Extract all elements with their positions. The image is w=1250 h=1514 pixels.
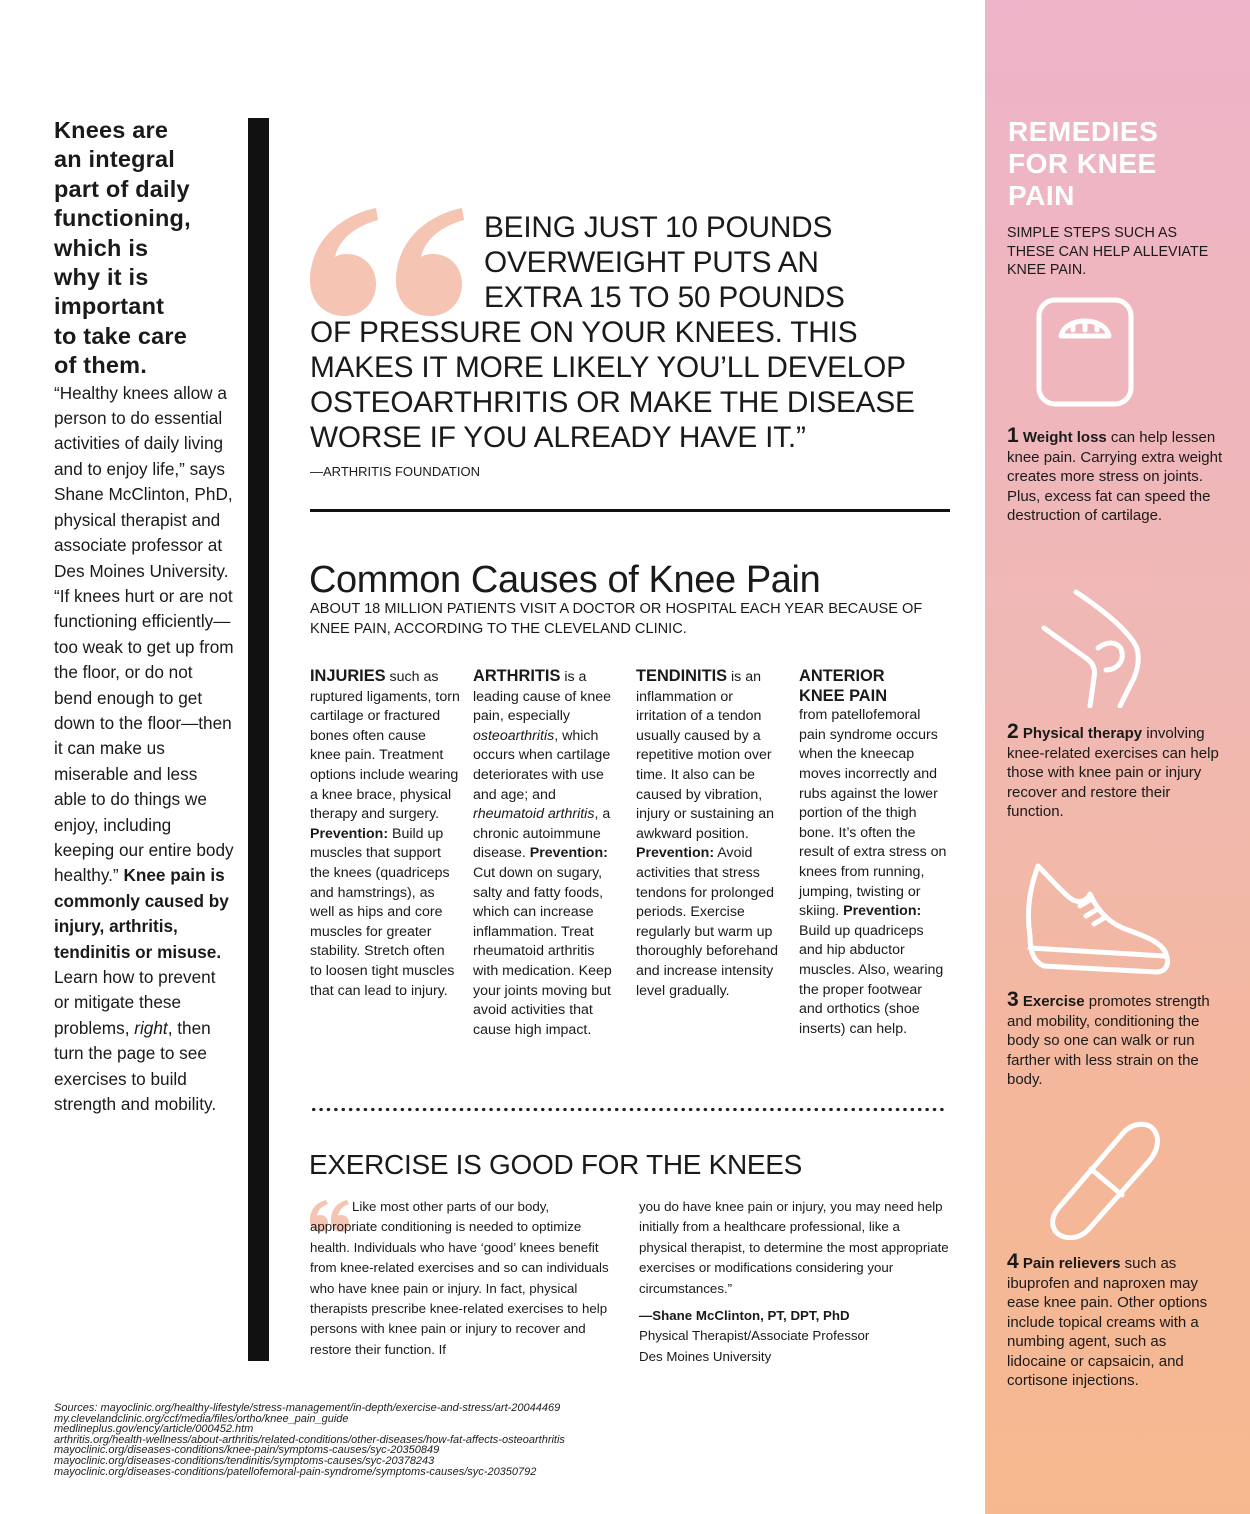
pull-quote-line: BEING JUST 10 POUNDS	[484, 211, 833, 244]
intro-lead	[54, 116, 234, 381]
prevention-label: Prevention:	[310, 825, 389, 842]
exercise-signature	[639, 1306, 869, 1367]
cause-text: , a chronic autoimmune disease.	[473, 806, 611, 862]
signature-org: Des Moines University	[639, 1348, 772, 1364]
cause-heading: TENDINITIS	[636, 667, 728, 685]
intro-lead-line: why it is	[54, 264, 149, 291]
pull-quote-line: WORSE IF YOU ALREADY HAVE IT.”	[310, 421, 806, 454]
remedy-item-3	[1007, 990, 1227, 1090]
causes-title: Common Causes of Knee Pain	[309, 559, 821, 601]
scale-icon	[1035, 296, 1135, 408]
sources-list	[54, 1403, 954, 1477]
cause-text: , which occurs when cartilage deteriorates with use and age; and	[473, 727, 611, 803]
intro-italic: right	[134, 1017, 168, 1038]
horizontal-rule	[310, 509, 950, 512]
remedy-text: involving knee-related exercises can help those with knee pain or injury recover and restore their function.	[1007, 725, 1219, 820]
cause-heading: ANTERIOR KNEE PAIN	[799, 667, 888, 705]
cause-arthritis	[473, 667, 623, 1040]
remedy-label: Weight loss	[1022, 429, 1107, 446]
pull-quote	[310, 210, 960, 455]
prevention-label: Prevention:	[843, 903, 922, 920]
cause-text: such as ruptured ligaments, torn cartilage or fractured bones often cause knee pain. Treatment options include wearing a knee brace, physical therapy and surgery.	[310, 669, 460, 823]
prevention-text: Cut down on sugary, salty and fatty foods, which can increase inflammation. Treat rheumatoid arthritis with medication. Keep your joints moving but avoid activities that cause high impact.	[473, 864, 612, 1038]
pull-quote-line: EXTRA 15 TO 50 POUNDS	[484, 281, 845, 314]
source-line: mayoclinic.org/diseases-conditions/patellofemoral-pain-syndrome/symptoms-causes/syc-20350792	[54, 1465, 537, 1478]
remedy-item-1	[1007, 426, 1227, 526]
source-line: medlineplus.gov/ency/article/000452.htm	[54, 1423, 254, 1436]
pull-quote-line: OF PRESSURE ON YOUR KNEES. THIS	[310, 316, 858, 349]
sidebar-title-line: REMEDIES	[1008, 116, 1159, 147]
intro-lead-line: functioning,	[54, 205, 191, 232]
cause-italic: osteoarthritis	[473, 727, 555, 744]
cause-text: is a leading cause of knee pain, especially	[473, 669, 612, 725]
prevention-text: Avoid activities that stress tendons for prolonged periods. Exercise regularly but warm up thoroughly beforehand and increase intensity level gradually.	[636, 845, 778, 999]
remedy-text: can help lessen knee pain. Carrying extra weight creates more stress on joints. Plus, excess fat can speed the destruction of cartilage.	[1007, 429, 1223, 524]
intro-lead-line: of them.	[54, 352, 147, 379]
sidebar-subtitle: SIMPLE STEPS SUCH AS THESE CAN HELP ALLEVIATE KNEE PAIN.	[1007, 225, 1209, 279]
prevention-text: Build up muscles that support the knees (quadriceps and hamstrings), as well as hips and core muscles for greater stability. Stretch often to loosen tight muscles that can lead to injury.	[310, 825, 455, 999]
intro-quote: “Healthy knees allow a person to do essential activities of daily living and to enjoy life,” says Shane McClinton, PhD, physical therapist and associate professor at Des Moines University. “If knees hurt or are not functioning efficiently—too weak to get up from the floor, or do not bend enough to get down to the floor—then it can make us miserable and less able to do things we enjoy, including keeping our entire body healthy.”	[54, 382, 234, 886]
remedy-label: Physical therapy	[1022, 725, 1143, 742]
sidebar-title-line: FOR KNEE	[1008, 148, 1157, 179]
causes-subtitle: ABOUT 18 MILLION PATIENTS VISIT A DOCTOR OR HOSPITAL EACH YEAR BECAUSE OF KNEE PAIN, ACCORDING TO THE CLEVELAND CLINIC.	[310, 601, 923, 637]
cause-text: from patellofemoral pain syndrome occurs when the kneecap moves incorrectly and rubs against the lower portion of the thigh bone. It’s often the result of extra stress on knees from running, jumping, twisting or skiing.	[799, 707, 947, 920]
knee-icon	[1040, 588, 1142, 708]
cause-anterior-knee-pain	[799, 667, 949, 1039]
vertical-divider	[248, 118, 269, 1361]
intro-lead-line: Knees are	[54, 117, 169, 143]
remedy-item-2	[1007, 722, 1227, 822]
cause-text: is an inflammation or irritation of a tendon usually caused by a repetitive motion over time. It also can be caused by vibration, injury or sustaining an awkward position.	[636, 669, 775, 842]
cause-injuries	[310, 667, 460, 1001]
prevention-label: Prevention:	[636, 845, 715, 862]
remedy-number: 2	[1007, 720, 1019, 743]
exercise-quote-right: you do have knee pain or injury, you may need help initially from a healthcare professional, like a physical therapist, to determine the most appropriate exercises or modifications considering your circumstances.”	[639, 1199, 949, 1296]
cause-italic: rheumatoid arthritis	[473, 806, 595, 823]
source-line: my.clevelandclinic.org/ccf/media/files/ortho/knee_pain_guide	[54, 1412, 349, 1425]
signature-title: Physical Therapist/Associate Professor	[639, 1328, 870, 1344]
intro-lead-line: to take care	[54, 322, 188, 349]
intro-lead-line: part of daily	[54, 175, 190, 202]
source-line: arthritis.org/health-wellness/about-arthritis/related-conditions/other-diseases/how-fat-affects-osteoarthritis	[54, 1433, 565, 1446]
dotted-divider	[310, 1107, 946, 1112]
remedy-label: Exercise	[1022, 993, 1085, 1010]
remedy-label: Pain relievers	[1022, 1255, 1121, 1272]
intro-end-b: , then turn the page to see exercises to build strength and mobility.	[54, 1017, 217, 1115]
prevention-text: Build up quadriceps and hip abductor muscles. Also, wearing the proper footwear and orthotics (shoe inserts) can help.	[799, 922, 944, 1037]
intro-column	[54, 116, 234, 1117]
cause-heading: INJURIES	[310, 667, 386, 685]
source-line: mayoclinic.org/diseases-conditions/tendinitis/symptoms-causes/syc-20378243	[54, 1454, 435, 1467]
cause-heading: ARTHRITIS	[473, 667, 561, 685]
signature-name: —Shane McClinton, PT, DPT, PhD	[639, 1308, 850, 1323]
cause-tendinitis	[636, 667, 786, 1001]
remedy-text: such as ibuprofen and naproxen may ease knee pain. Other options include topical creams with a numbing agent, such as lidocaine or capsaicin, and cortisone injections.	[1007, 1255, 1208, 1389]
pull-quote-line: OSTEOARTHRITIS OR MAKE THE DISEASE	[310, 386, 915, 419]
quote-attribution: —ARTHRITIS FOUNDATION	[310, 464, 480, 479]
remedy-text: promotes strength and mobility, conditioning the body so one can walk or run farther with less strain on the body.	[1007, 993, 1210, 1088]
remedy-number: 1	[1007, 424, 1019, 447]
intro-lead-line: which is	[54, 234, 149, 261]
intro-lead-line: important	[54, 293, 165, 320]
exercise-quote-left: Like most other parts of our body, appropriate conditioning is needed to optimize health. Individuals who have ‘good’ knees benefit from knee-related exercises and so can individuals who have knee pain or injury. In fact, physical therapists prescribe knee-related exercises to help persons with knee pain or injury to recover and restore their function. If	[310, 1199, 609, 1357]
exercise-title: EXERCISE IS GOOD FOR THE KNEES	[309, 1149, 803, 1180]
intro-bold: Knee pain is commonly caused by injury, arthritis, tendinitis or misuse.	[54, 865, 229, 962]
source-line: Sources: mayoclinic.org/healthy-lifestyle/stress-management/in-depth/exercise-and-stress/art-20044469	[54, 1402, 561, 1414]
remedy-item-4	[1007, 1252, 1227, 1391]
intro-body	[54, 381, 234, 1118]
sneaker-icon	[1024, 862, 1172, 980]
pill-icon	[1048, 1120, 1160, 1240]
sidebar-title-line: PAIN	[1008, 180, 1075, 211]
pull-quote-line: MAKES IT MORE LIKELY YOU’LL DEVELOP	[310, 351, 906, 384]
pull-quote-line: OVERWEIGHT PUTS AN	[484, 246, 819, 279]
intro-end: Learn how to prevent or mitigate these problems,	[54, 967, 216, 1038]
remedy-number: 3	[1007, 988, 1019, 1011]
sidebar-title	[1008, 116, 1228, 212]
source-line: mayoclinic.org/diseases-conditions/knee-pain/symptoms-causes/syc-20350849	[54, 1444, 440, 1457]
prevention-label: Prevention:	[529, 845, 608, 862]
intro-lead-line: an integral	[54, 146, 176, 173]
remedy-number: 4	[1007, 1250, 1019, 1273]
